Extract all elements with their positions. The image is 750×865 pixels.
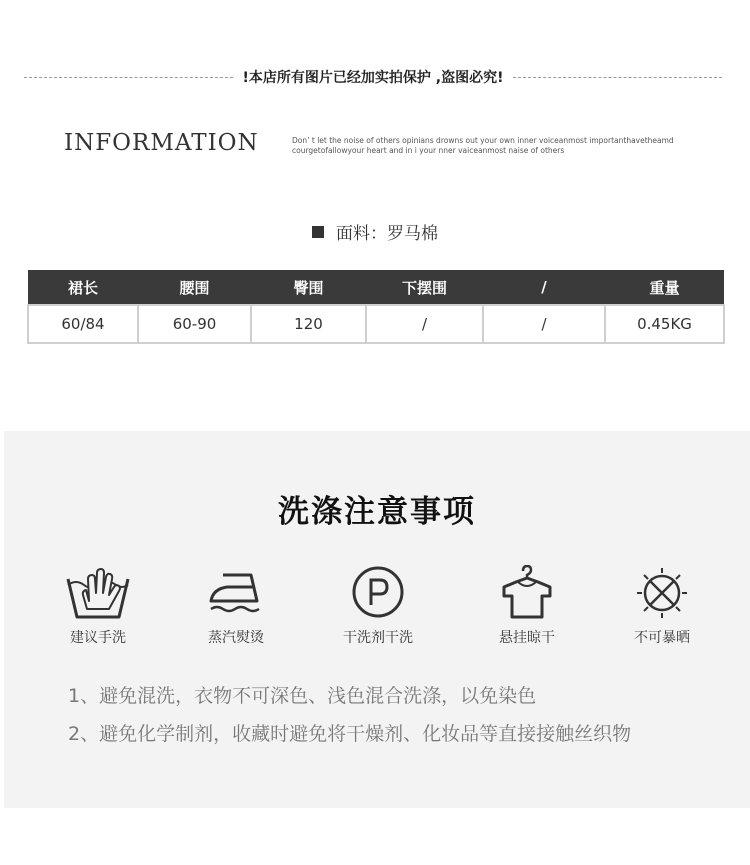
value-waist: 60-90 bbox=[138, 305, 251, 343]
value-weight: 0.45KG bbox=[605, 305, 724, 343]
square-bullet-icon bbox=[312, 226, 324, 238]
care-item-dry-clean bbox=[318, 565, 438, 647]
fabric-line bbox=[0, 219, 750, 244]
notice-text: !本店所有图片已经加实拍保护 ,盗图必究! bbox=[242, 70, 504, 86]
hang-dry-icon bbox=[494, 565, 560, 621]
header-hem: 下摆围 bbox=[366, 270, 483, 305]
hand-wash-label: 建议手洗 bbox=[70, 630, 126, 646]
notice-bar bbox=[24, 66, 722, 88]
size-table-header-row bbox=[28, 270, 724, 305]
size-table-value-row bbox=[28, 305, 724, 343]
no-sun-label: 不可暴晒 bbox=[634, 630, 690, 646]
care-note-2: 2、避免化学制剂，收藏时避免将干燥剂、化妆品等直接接触丝织物 bbox=[68, 723, 632, 745]
steam-iron-label: 蒸汽熨烫 bbox=[208, 630, 264, 646]
value-hip: 120 bbox=[251, 305, 366, 343]
hand-wash-icon bbox=[65, 565, 131, 621]
header-weight: 重量 bbox=[605, 270, 724, 305]
header-waist: 腰围 bbox=[138, 270, 251, 305]
steam-iron-icon bbox=[203, 565, 269, 621]
care-item-hang-dry bbox=[467, 565, 587, 647]
value-blank: / bbox=[483, 305, 605, 343]
care-item-steam-iron bbox=[176, 565, 296, 647]
care-note-1: 1、避免混洗，衣物不可深色、浅色混合洗涤，以免染色 bbox=[68, 685, 537, 707]
header-skirt-length: 裙长 bbox=[28, 270, 138, 305]
size-table bbox=[27, 270, 725, 344]
care-section bbox=[4, 431, 750, 808]
information-description: Don’ t let the noise of others opinians drowns out your own inner voiceanmost importanthavetheamd courgetofallowyour heart and in i your nner vaiceanmost naise of others bbox=[292, 136, 674, 155]
no-sun-icon bbox=[629, 565, 695, 621]
fabric-label: 面料：罗马棉 bbox=[336, 224, 438, 244]
dry-clean-label: 干洗剂干洗 bbox=[343, 630, 413, 646]
value-skirt-length: 60/84 bbox=[28, 305, 138, 343]
care-item-no-sun bbox=[602, 565, 722, 647]
care-item-hand-wash bbox=[38, 565, 158, 647]
hang-dry-label: 悬挂晾干 bbox=[499, 630, 555, 646]
care-notes bbox=[68, 677, 631, 753]
dry-clean-icon bbox=[345, 565, 411, 621]
header-hip: 臀围 bbox=[251, 270, 366, 305]
information-heading: INFORMATION bbox=[64, 130, 259, 156]
dashed-divider-right bbox=[513, 77, 722, 78]
header-blank: / bbox=[483, 270, 605, 305]
value-hem: / bbox=[366, 305, 483, 343]
dashed-divider-left bbox=[24, 77, 233, 78]
care-title: 洗涤注意事项 bbox=[278, 494, 476, 530]
